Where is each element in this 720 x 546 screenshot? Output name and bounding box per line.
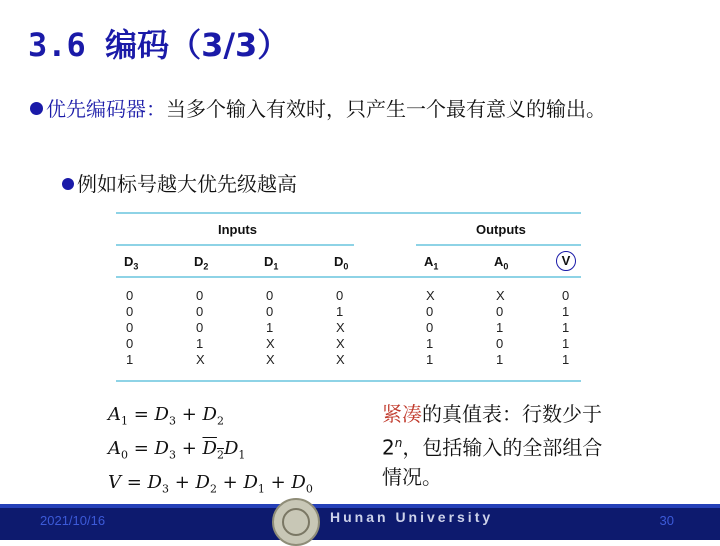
table-cell: 0 xyxy=(196,288,204,303)
table-cell: 1 xyxy=(336,304,344,319)
bullet-example xyxy=(62,168,297,197)
equation-a1: $A_1 = D_3 + D_2$ xyxy=(108,404,224,428)
table-cell: 0 xyxy=(196,320,204,335)
table-cell: 0 xyxy=(126,288,134,303)
col-a0: $A_0$ xyxy=(494,254,509,272)
outputs-rule xyxy=(416,244,581,246)
col-v: V xyxy=(556,251,576,271)
compact-table-note: 紧凑的真值表：行数少于2$^n$，包括输入的全部组合情况。 xyxy=(382,402,603,489)
col-a1: $A_1$ xyxy=(424,254,439,272)
col-d0: $D_0$ xyxy=(334,254,349,272)
table-cell: 1 xyxy=(562,304,570,319)
term-priority-encoder: 优先编码器： xyxy=(46,97,166,121)
inputs-rule xyxy=(116,244,354,246)
table-cell: X xyxy=(266,336,275,351)
table-cell: 0 xyxy=(126,320,134,335)
table-cell: X xyxy=(496,288,505,303)
page-number: 30 xyxy=(659,513,674,528)
table-cell: 0 xyxy=(266,304,274,319)
table-cell: 1 xyxy=(562,336,570,351)
table-cell: 0 xyxy=(426,320,434,335)
bullet1-text: 当多个输入有效时，只产生一个最有意义的输出。 xyxy=(166,97,606,121)
table-cell: 1 xyxy=(426,336,434,351)
top-rule xyxy=(116,212,581,214)
table-cell: X xyxy=(196,352,205,367)
table-cell: X xyxy=(336,320,345,335)
table-cell: X xyxy=(336,352,345,367)
footer-bar xyxy=(0,504,720,540)
col-d2: $D_2$ xyxy=(194,254,209,272)
bullet-priority-encoder xyxy=(30,95,700,124)
overbar-d2: $D_2$ xyxy=(202,438,224,462)
bottom-rule xyxy=(116,380,581,382)
bullet-dot-icon xyxy=(30,102,43,115)
table-cell: 0 xyxy=(126,336,134,351)
footer-university: Hunan University xyxy=(330,509,494,525)
equation-a0: $A_0 = D_3 + D_2D_1$ xyxy=(108,438,246,462)
table-cell: 0 xyxy=(266,288,274,303)
table-cell: 0 xyxy=(196,304,204,319)
table-cell: 0 xyxy=(126,304,134,319)
table-cell: 1 xyxy=(426,352,434,367)
bullet-dot-icon xyxy=(62,178,74,190)
table-cell: 0 xyxy=(336,288,344,303)
table-cell: 1 xyxy=(496,320,504,335)
col-d3: $D_3$ xyxy=(124,254,139,272)
slide-title: 3.6 编码（3/3） xyxy=(28,26,290,64)
table-cell: X xyxy=(266,352,275,367)
table-cell: 0 xyxy=(496,304,504,319)
header-rule xyxy=(116,276,581,278)
table-cell: 1 xyxy=(266,320,274,335)
table-cell: 0 xyxy=(562,288,570,303)
footer-stripe xyxy=(0,504,720,508)
table-cell: X xyxy=(426,288,435,303)
equation-v: $V = D_3 + D_2 + D_1 + D_0$ xyxy=(108,472,313,496)
note-highlight: 紧凑 xyxy=(382,402,422,426)
table-cell: 1 xyxy=(196,336,204,351)
table-cell: 1 xyxy=(496,352,504,367)
table-cell: 0 xyxy=(496,336,504,351)
table-cell: 1 xyxy=(562,320,570,335)
inputs-header: Inputs xyxy=(218,222,257,237)
footer-date: 2021/10/16 xyxy=(40,513,106,528)
truth-table xyxy=(116,208,592,388)
table-cell: 1 xyxy=(562,352,570,367)
col-d1: $D_1$ xyxy=(264,254,279,272)
outputs-header: Outputs xyxy=(476,222,526,237)
table-cell: X xyxy=(336,336,345,351)
bullet2-text: 例如标号越大优先级越高 xyxy=(77,172,297,196)
table-cell: 1 xyxy=(126,352,134,367)
university-seal-icon xyxy=(272,498,320,546)
table-cell: 0 xyxy=(426,304,434,319)
